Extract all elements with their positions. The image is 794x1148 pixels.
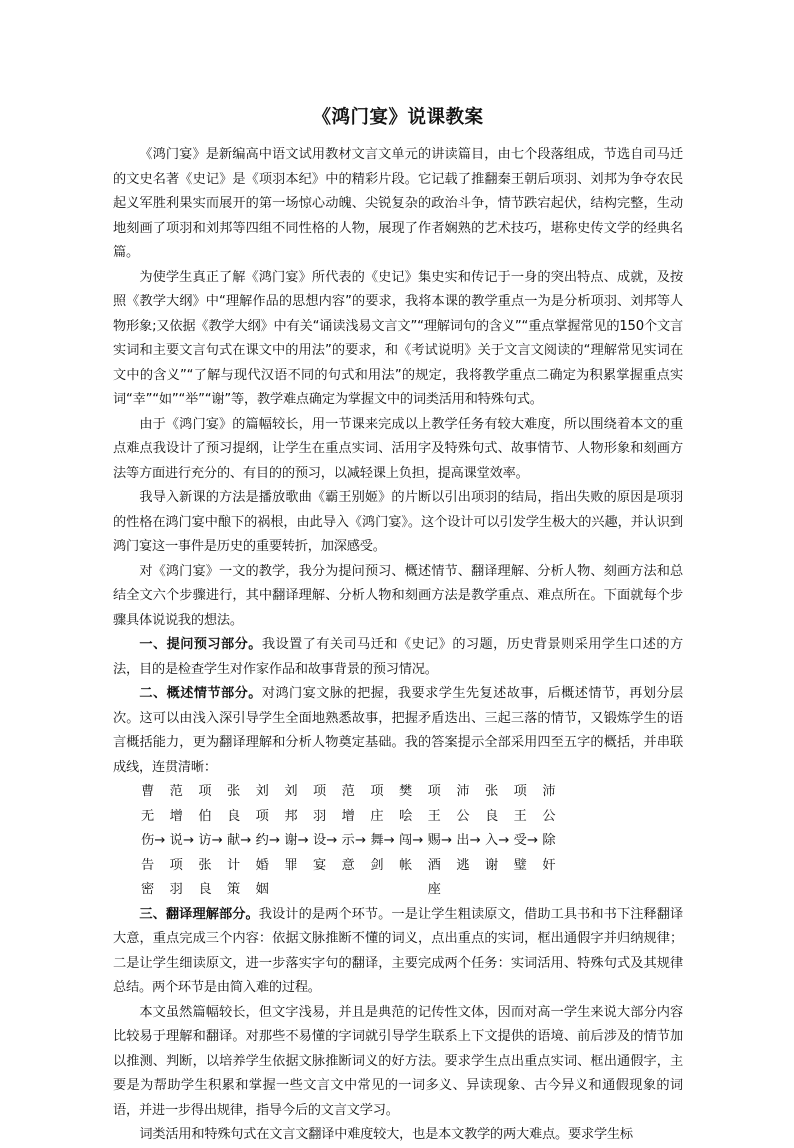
- grid-cell: 计: [226, 857, 241, 873]
- grid-cell: 项: [198, 784, 212, 799]
- grid-cell: 良: [484, 808, 499, 824]
- grid-cell: 范: [169, 784, 183, 799]
- grid-cell: 增: [341, 808, 355, 824]
- grid-cell: 良: [226, 808, 241, 824]
- grid-cell: 项: [255, 808, 269, 824]
- grid-cell: 说→: [169, 833, 194, 848]
- grid-cell: 羽: [312, 808, 327, 824]
- grid-cell: 帐: [398, 857, 413, 873]
- grid-cell: 曹: [141, 784, 155, 799]
- grid-row: [141, 829, 571, 854]
- grid-cell: 罪: [284, 857, 298, 873]
- grid-row: [141, 805, 571, 830]
- grid-cell: [399, 878, 428, 903]
- grid-cell: 刘: [284, 784, 298, 799]
- grid-cell: 刘: [255, 784, 269, 799]
- grid-cell: 沛: [456, 784, 470, 799]
- grid-cell: 张: [484, 784, 499, 799]
- grid-cell: 受→: [513, 833, 538, 848]
- grid-cell: 宴: [312, 857, 327, 873]
- grid-cell: 哙: [398, 808, 413, 824]
- grid-cell: [370, 878, 399, 903]
- grid-cell: 座: [427, 882, 441, 897]
- paragraph-6: 一、提问预习部分。我设置了有关司马迁和《史记》的习题，历史背景则采用学生口述的方法，目的是检查学生对作家作品和故事背景的预习情况。: [113, 637, 683, 677]
- grid-cell: 意: [341, 857, 355, 873]
- grid-cell: 王: [427, 808, 441, 824]
- grid-cell: 项: [370, 784, 384, 799]
- grid-cell: 示→: [341, 833, 366, 848]
- grid-cell: 出→: [456, 833, 481, 848]
- paragraph-3: 由于《鸿门宴》的篇幅较长，用一节课来完成以上教学任务有较大难度，所以围绕着本文的重点难点我设计了预习提纲，让学生在重点实词、活用字及特殊句式、故事情节、人物形象和刻画方法等方面进行充分的、有目的的预习，以减轻课上负担，提高课堂效率。: [113, 416, 683, 481]
- grid-cell: 伤→: [141, 833, 166, 848]
- document-page: [113, 103, 683, 1148]
- grid-cell: [284, 878, 313, 903]
- grid-cell: [342, 878, 371, 903]
- grid-cell: 告: [141, 857, 155, 873]
- grid-cell: 无: [141, 808, 155, 824]
- grid-row: [141, 780, 571, 805]
- grid-cell: 设→: [312, 833, 338, 848]
- grid-cell: 密: [141, 882, 155, 897]
- grid-cell: 伯: [198, 808, 212, 824]
- grid-cell: 增: [169, 808, 183, 824]
- grid-cell: 项: [312, 784, 327, 799]
- grid-cell: 剑: [370, 857, 384, 873]
- grid-cell: 闯→: [398, 833, 424, 848]
- grid-cell: 邦: [284, 808, 298, 824]
- plot-summary-grid: [141, 780, 571, 903]
- grid-cell: 酒: [427, 857, 441, 873]
- paragraph-5: 对《鸿门宴》一文的教学，我分为提问预习、概述情节、翻译理解、分析人物、刻画方法和总结全文六个步骤进行，其中翻译理解、分析人物和刻画方法是教学重点、难点所在。下面就每个步骤具体说说我的想法。: [113, 563, 683, 628]
- grid-cell: 赐→: [427, 833, 452, 848]
- grid-cell: 公: [542, 808, 556, 824]
- grid-cell: [313, 878, 342, 903]
- grid-cell: 公: [456, 808, 470, 824]
- grid-row: [141, 878, 571, 903]
- grid-cell: [456, 878, 485, 903]
- grid-cell: 姻: [255, 882, 269, 897]
- grid-cell: 樊: [398, 784, 413, 799]
- grid-cell: 献→: [226, 833, 252, 848]
- grid-cell: 范: [341, 784, 355, 799]
- grid-cell: 谢: [484, 857, 499, 873]
- paragraph-7: 二、概述情节部分。对鸿门宴文脉的把握，我要求学生先复述故事，后概述情节，再划分层次。这可以由浅入深引导学生全面地熟悉故事，把握矛盾迭出、三起三落的情节，又锻炼学生的语言概括能力，更为翻译理解和分析人物奠定基础。我的答案提示全部采用四至五字的概括，并串联成线，连贯清晰：: [113, 686, 683, 775]
- grid-cell: 谢→: [284, 833, 309, 848]
- grid-cell: 舞→: [370, 833, 395, 848]
- grid-cell: [514, 878, 543, 903]
- grid-cell: 逃: [456, 857, 470, 873]
- grid-cell: 访→: [198, 833, 223, 848]
- grid-cell: 奸: [542, 857, 556, 873]
- grid-cell: 庄: [370, 808, 384, 824]
- grid-cell: 羽: [169, 882, 183, 897]
- paragraph-9: 本文虽然篇幅较长，但文字浅易，并且是典范的记传性文体，因而对高一学生来说大部分内容比较易于理解和翻译。对那些不易懂的字词就引导学生联系上下文提供的语境、前后涉及的情节加以推测、判断，以培养学生依据文脉推断词义的好方法。要求学生点出重点实词、框出通假字，主要是为帮助学生积累和掌握一些文言文中常见的一词多义、异读现象、古今异义和通假现象的词语，并进一步得出规律，指导今后的文言文学习。: [113, 1004, 683, 1118]
- grid-cell: [542, 878, 571, 903]
- paragraph-4: 我导入新课的方法是播放歌曲《霸王别姬》的片断以引出项羽的结局，指出失败的原因是项羽的性格在鸿门宴中酿下的祸根，由此导入《鸿门宴》。这个设计可以引发学生极大的兴趣，并认识到鸿门宴这一事件是历史的重要转折，加深感受。: [113, 490, 683, 554]
- grid-cell: 除: [542, 833, 556, 848]
- grid-cell: 项: [169, 857, 183, 873]
- grid-cell: 张: [226, 784, 241, 799]
- grid-cell: 约→: [255, 833, 280, 848]
- grid-row: [141, 854, 571, 879]
- paragraph-1: 《鸿门宴》是新编高中语文试用教材文言文单元的讲读篇目，由七个段落组成，节选自司马迁的文史名著《史记》是《项羽本纪》中的精彩片段。它记载了推翻秦王朝后项羽、刘邦为争夺农民起义军胜利果实而展开的第一场惊心动魄、尖锐复杂的政治斗争，情节跌宕起伏，结构完整，生动地刻画了项羽和刘邦等四组不同性格的人物，展现了作者娴熟的艺术技巧，堪称史传文学的经典名篇。: [113, 147, 683, 260]
- grid-cell: 婚: [255, 857, 269, 873]
- grid-cell: 项: [513, 784, 527, 799]
- grid-cell: 入→: [484, 833, 510, 848]
- grid-cell: 璧: [513, 857, 527, 873]
- paragraph-8: 三、翻译理解部分。我设计的是两个环节。一是让学生粗读原文，借助工具书和书下注释翻译大意，重点完成三个内容：依据文脉推断不懂的词义，点出重点的实词，框出通假字并归纳规律；二是让学生细读原文，进一步落实字句的翻译，主要完成两个任务：实词活用、特殊句式及其规律总结。两个环节是由简入难的过程。: [113, 906, 683, 995]
- grid-cell: 沛: [542, 784, 556, 799]
- grid-cell: [485, 878, 514, 903]
- grid-cell: 项: [427, 784, 441, 799]
- paragraph-10: 词类活用和特殊句式在文言文翻译中难度较大，也是本文教学的两大难点。要求学生标: [139, 1127, 633, 1142]
- grid-cell: 策: [226, 882, 241, 897]
- paragraph-2: 为使学生真正了解《鸿门宴》所代表的《史记》集史实和传记于一身的突出特点、成就，及按照《教学大纲》中“理解作品的思想内容”的要求，我将本课的教学重点一为是分析项羽、刘邦等人物形象;又依据《教学大纲》中有关“诵读浅易文言文”“理解词句的含义”“重点掌握常见的150个文言实词和主要文言句式在课文中的用法”的要求，和《考试说明》关于文言文阅读的“理解常见实词在文中的含义”“了解与现代汉语不同的句式和用法”的规定，我将教学重点二确定为积累掌握重点实词“幸”“如”“举”“谢”等，教学难点确定为掌握文中的词类活用和特殊句式。: [113, 269, 683, 407]
- document-title: 《鸿门宴》说课教案: [312, 107, 484, 128]
- grid-cell: 良: [198, 882, 212, 897]
- grid-cell: 张: [198, 857, 212, 873]
- grid-cell: 王: [513, 808, 527, 824]
